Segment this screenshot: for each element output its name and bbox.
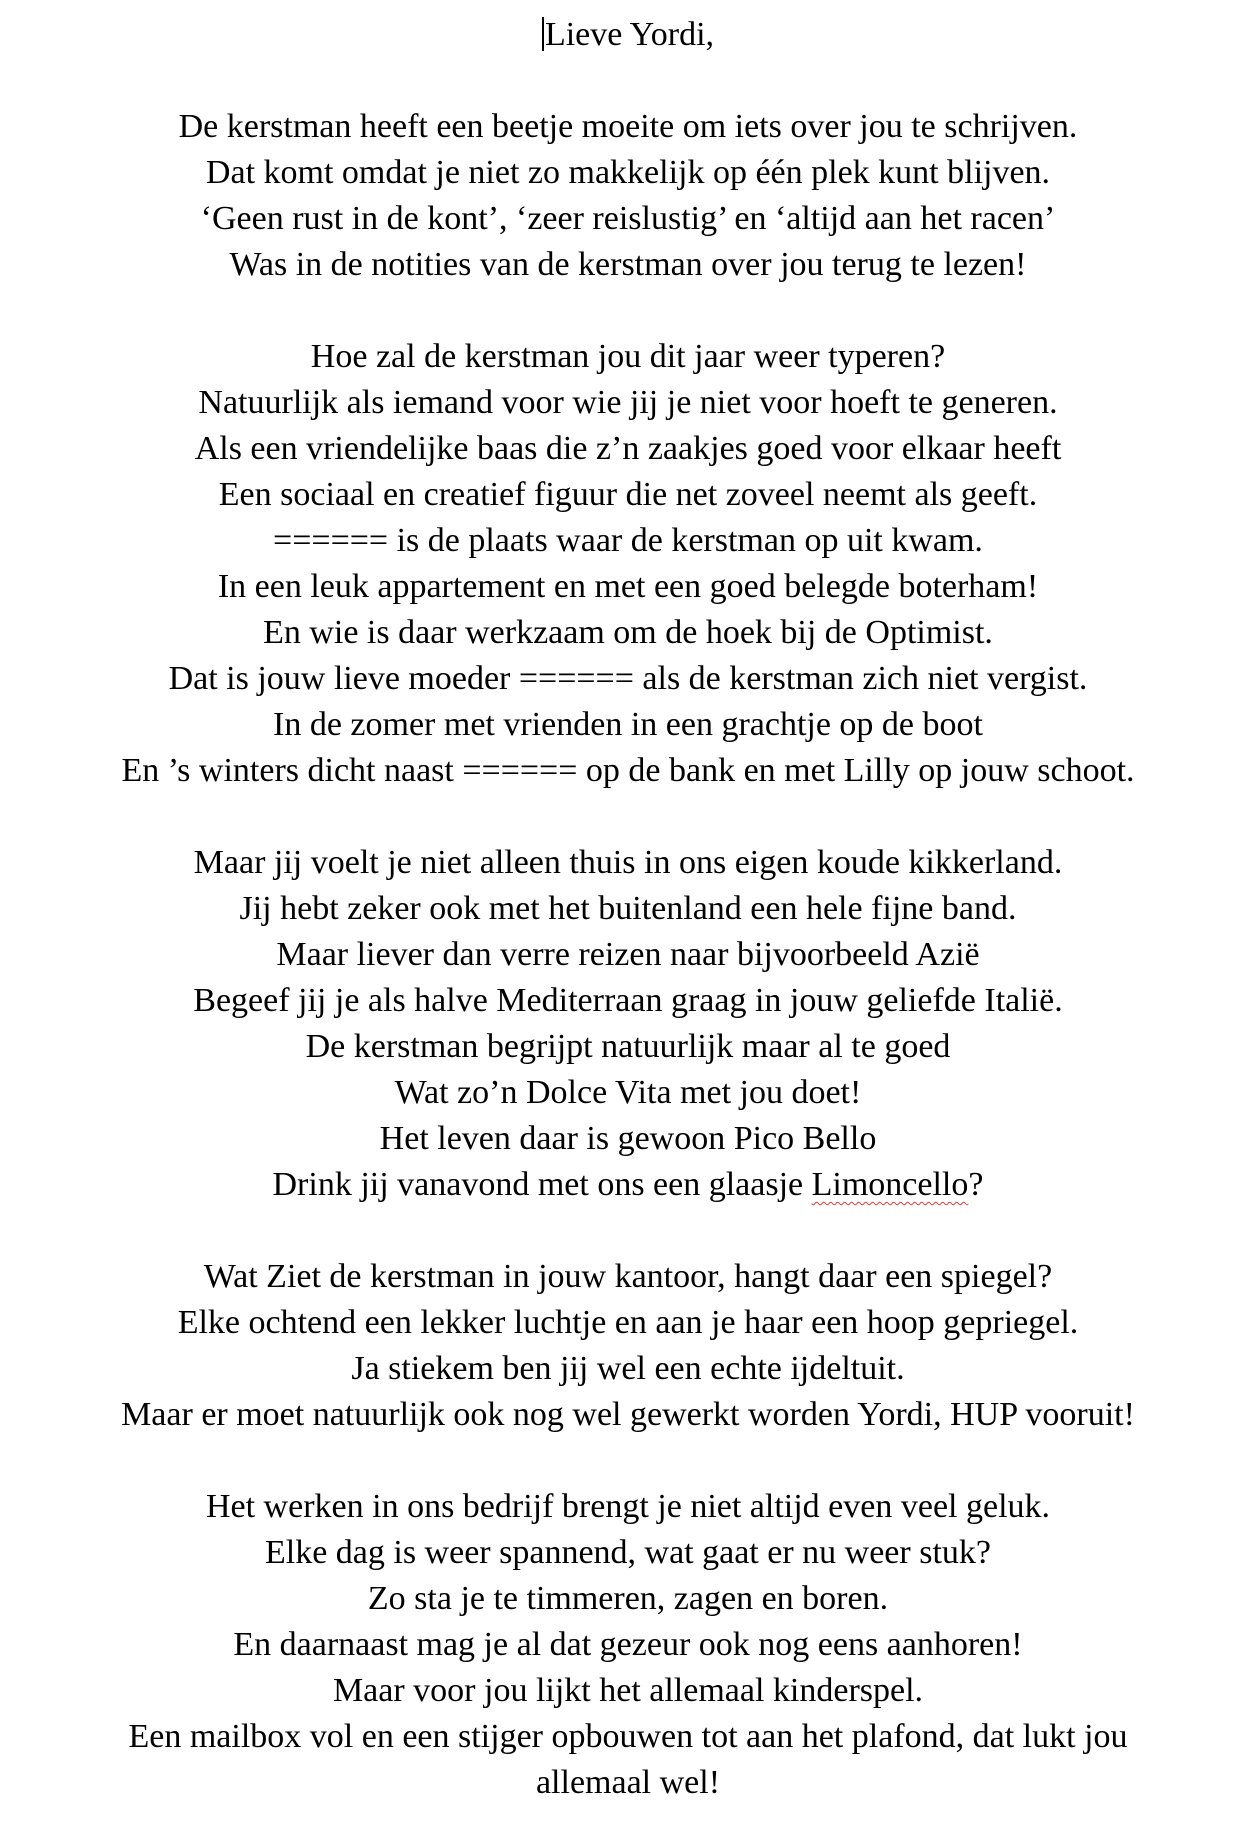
blank-line	[0, 58, 1256, 104]
poem-line: Was in de notities van de kerstman over jou terug te lezen!	[229, 246, 1027, 283]
misspelled-word[interactable]: Limoncello	[811, 1166, 969, 1203]
poem-line: Ja stiekem ben jij wel een echte ijdeltuit.	[351, 1350, 905, 1387]
blank-line	[0, 1208, 1256, 1254]
poem-line: Maar liever dan verre reizen naar bijvoorbeeld Azië	[276, 936, 980, 973]
poem-line: En ’s winters dicht naast ====== op de bank en met Lilly op jouw schoot.	[121, 752, 1135, 789]
poem-line: In de zomer met vrienden in een grachtje op de boot	[273, 706, 983, 743]
poem-line: allemaal wel!	[535, 1764, 721, 1801]
poem-line: Begeef jij je als halve Mediterraan graag in jouw geliefde Italië.	[193, 982, 1063, 1019]
poem-line: En daarnaast mag je al dat gezeur ook nog eens aanhoren!	[233, 1626, 1023, 1663]
poem-line: Elke dag is weer spannend, wat gaat er nu weer stuk?	[264, 1534, 991, 1571]
poem-document[interactable]	[0, 12, 1256, 1806]
poem-line: Een mailbox vol en een stijger opbouwen tot aan het plafond, dat lukt jou	[128, 1718, 1128, 1755]
poem-line: Maar er moet natuurlijk ook nog wel gewerkt worden Yordi, HUP vooruit!	[121, 1396, 1135, 1433]
poem-line: Het leven daar is gewoon Pico Bello	[379, 1120, 877, 1157]
poem-line: En wie is daar werkzaam om de hoek bij de Optimist.	[263, 614, 993, 651]
poem-line: Maar voor jou lijkt het allemaal kinderspel.	[332, 1672, 924, 1709]
stanza-4	[0, 1254, 1256, 1438]
poem-line: Als een vriendelijke baas die z’n zaakjes goed voor elkaar heeft	[194, 430, 1062, 467]
poem-line: De kerstman heeft een beetje moeite om iets over jou te schrijven.	[178, 108, 1078, 145]
line-text-end: ?	[968, 1166, 984, 1203]
poem-line: In een leuk appartement en met een goed belegde boterham!	[217, 568, 1039, 605]
text-cursor	[542, 17, 544, 51]
blank-line	[0, 1438, 1256, 1484]
poem-line: Het werken in ons bedrijf brengt je niet altijd even veel geluk.	[205, 1488, 1051, 1525]
stanza-2	[0, 334, 1256, 794]
poem-line: Dat komt omdat je niet zo makkelijk op één plek kunt blijven.	[205, 154, 1051, 191]
greeting-line	[0, 12, 1256, 58]
blank-line	[0, 794, 1256, 840]
poem-line: Maar jij voelt je niet alleen thuis in ons eigen koude kikkerland.	[193, 844, 1063, 881]
line-text-start: Drink jij vanavond met ons een glaasje	[272, 1166, 812, 1203]
poem-line: Wat Ziet de kerstman in jouw kantoor, hangt daar een spiegel?	[203, 1258, 1053, 1295]
stanza-3	[0, 840, 1256, 1208]
poem-line: Een sociaal en creatief figuur die net zoveel neemt als geeft.	[218, 476, 1038, 513]
poem-line: ====== is de plaats waar de kerstman op uit kwam.	[273, 522, 983, 559]
poem-line: Hoe zal de kerstman jou dit jaar weer typeren?	[310, 338, 946, 375]
greeting-text: Lieve Yordi,	[544, 16, 715, 53]
poem-line: Zo sta je te timmeren, zagen en boren.	[367, 1580, 889, 1617]
poem-line-with-spelling-flag	[0, 1162, 1256, 1208]
poem-line: Natuurlijk als iemand voor wie jij je niet voor hoeft te generen.	[198, 384, 1058, 421]
poem-line: Dat is jouw lieve moeder ====== als de kerstman zich niet vergist.	[168, 660, 1088, 697]
blank-line	[0, 288, 1256, 334]
poem-line: Jij hebt zeker ook met het buitenland een hele fijne band.	[239, 890, 1017, 927]
poem-line: Wat zo’n Dolce Vita met jou doet!	[394, 1074, 862, 1111]
stanza-5	[0, 1484, 1256, 1806]
poem-line: Elke ochtend een lekker luchtje en aan je haar een hoop gepriegel.	[177, 1304, 1079, 1341]
poem-line: ‘Geen rust in de kont’, ‘zeer reislustig’ en ‘altijd aan het racen’	[200, 200, 1056, 237]
stanza-1	[0, 104, 1256, 288]
poem-line: De kerstman begrijpt natuurlijk maar al te goed	[305, 1028, 951, 1065]
